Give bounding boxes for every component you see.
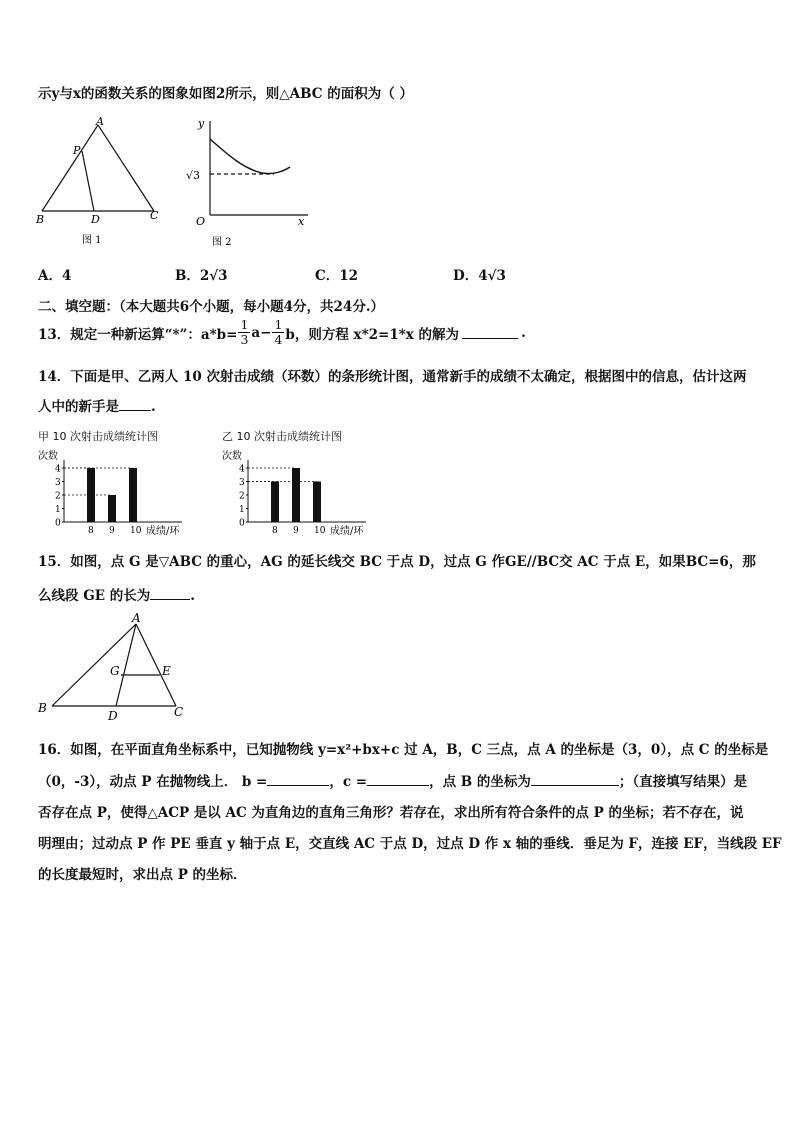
question-14-line2: [38, 395, 156, 415]
q13-fraction-1: [238, 318, 250, 347]
q13-frac1-den: 3: [240, 332, 249, 347]
fig1-label-c: C: [150, 209, 159, 222]
chart-1-xtick-9: 9: [293, 526, 299, 536]
chart-0-ytick: 2: [55, 491, 61, 502]
q15-label-e: E: [162, 664, 171, 678]
question-15-line2: [38, 584, 195, 604]
figure-2-graph: [180, 113, 320, 253]
figure-1-triangle: [34, 115, 164, 250]
q16-line2a: （0，-3），动点 P 在抛物线上． b =: [38, 774, 268, 790]
choice-d: D．4√3: [453, 268, 506, 284]
figure-q15-triangle: [34, 610, 194, 725]
choice-b: B．2√3: [175, 268, 228, 284]
q16-line2d: ；（直接填写结果）是: [618, 774, 748, 790]
q15-label-c: C: [174, 705, 184, 719]
q13-end: .: [521, 324, 526, 341]
q15-line1: 15．如图，点 G 是▽ABC 的重心，AG 的延长线交 BC 于点 D，过点 G 作GE//BC交 AC 于点 E，如果BC=6，那: [38, 554, 756, 570]
q16-line2c: ，点 B 的坐标为: [429, 774, 531, 790]
q13-fraction-2: [272, 318, 284, 347]
chart-1-ytick: 2: [239, 491, 245, 502]
q16-line5: 的长度最短时，求出点 P 的坐标．: [38, 867, 247, 883]
fig2-sqrt3-label: √3: [186, 169, 201, 182]
q14-line1: 14．下面是甲、乙两人 10 次射击成绩（环数）的条形统计图，通常新手的成绩不太确定，根据图中的信息，估计这两: [38, 369, 747, 385]
chart-1-xtick-8: 8: [272, 526, 278, 536]
chart-jia-title: 甲 10 次射击成绩统计图: [38, 430, 158, 443]
q15-answer-blank[interactable]: [150, 587, 190, 600]
chart-0-bar-9: [108, 495, 116, 522]
q15-label-d: D: [108, 709, 118, 723]
q16-line3: 否存在点 P，使得△ACP 是以 AC 为直角边的直角三角形？若存在，求出所有符合条件的点 P 的坐标；若不存在，说: [38, 805, 744, 821]
chart-jia: [34, 444, 204, 539]
q13-frac2-num: 1: [274, 317, 283, 332]
fig1-label-d: D: [91, 213, 100, 226]
choice-a: A．4: [38, 268, 72, 284]
q15-label-a: A: [132, 611, 141, 625]
q15-line2-text: 么线段 GE 的长为: [38, 588, 151, 604]
q15-label-g: G: [110, 664, 120, 678]
chart-1-ytick: 3: [239, 478, 245, 488]
fig2-x-label: x: [298, 215, 305, 228]
q16-point-b-blank[interactable]: [531, 773, 619, 786]
fig2-y-label: y: [198, 117, 205, 130]
chart-0-ylabel: 次数: [38, 451, 58, 462]
fig2-caption: 图 2: [212, 237, 232, 248]
q14-end: .: [151, 399, 156, 415]
q14-line2-text: 人中的新手是: [38, 399, 119, 415]
chart-0-xlabel: 成绩/环: [146, 526, 180, 537]
fig2-origin-label: O: [196, 215, 206, 228]
chart-1-ytick: 0: [239, 518, 245, 529]
fig1-label-p: P: [73, 144, 81, 157]
q12-tail-text: 示y与x的函数关系的图象如图2所示，则△ABC 的面积为（ ）: [38, 86, 413, 102]
chart-1-bar-9: [292, 468, 300, 522]
chart-1-ytick: 4: [239, 464, 245, 475]
chart-0-xtick-8: 8: [88, 526, 94, 536]
chart-0-xtick-10: 10: [130, 526, 142, 536]
q15-end: .: [190, 588, 195, 604]
chart-1-xtick-10: 10: [314, 526, 326, 536]
chart-0-xtick-9: 9: [109, 526, 115, 536]
q13-frac2-den: 4: [274, 332, 283, 347]
section-title: 二、填空题：（本大题共6个小题，每小题4分，共24分.）: [38, 299, 385, 315]
q13-post: b，则方程 x*2=1*x 的解为: [285, 326, 460, 343]
chart-0-ytick: 4: [55, 464, 61, 475]
fig1-caption: 图 1: [82, 235, 102, 246]
q15-label-b: B: [38, 701, 47, 715]
chart-1-ytick: 1: [239, 505, 245, 515]
chart-1-ylabel: 次数: [222, 451, 242, 462]
q13-frac1-num: 1: [240, 317, 249, 332]
q14-answer-blank[interactable]: [119, 398, 151, 411]
q13-pre: 13．规定一种新运算“*”：a*b=: [38, 326, 238, 343]
q13-answer-blank[interactable]: [462, 326, 518, 339]
question-13: [38, 318, 526, 347]
fig1-label-b: B: [36, 213, 45, 226]
chart-1-bar-10: [313, 482, 321, 523]
question-16-line2: [38, 770, 747, 790]
chart-0-ytick: 3: [55, 478, 61, 488]
q16-c-blank[interactable]: [367, 773, 429, 786]
q13-mid: a−: [251, 324, 272, 341]
fig1-label-a: A: [96, 115, 104, 128]
chart-0-ytick: 0: [55, 518, 61, 529]
q16-line4: 明理由；过动点 P 作 PE 垂直 y 轴于点 E，交直线 AC 于点 D，过点 D 作 x 轴的垂线．垂足为 F，连接 EF，当线段 EF: [38, 836, 782, 852]
chart-1-xlabel: 成绩/环: [330, 526, 364, 537]
chart-yi: [218, 444, 388, 539]
chart-0-bar-10: [129, 468, 137, 522]
q16-b-blank[interactable]: [267, 773, 329, 786]
chart-1-bar-8: [271, 482, 279, 523]
chart-yi-title: 乙 10 次射击成绩统计图: [222, 430, 342, 443]
choice-c: C．12: [315, 268, 359, 284]
q16-line2b: ，c =: [329, 774, 368, 790]
q16-line1: 16．如图，在平面直角坐标系中，已知抛物线 y=x²+bx+c 过 A，B，C 三点，点 A 的坐标是（3，0），点 C 的坐标是: [38, 742, 769, 758]
chart-0-ytick: 1: [55, 505, 61, 515]
